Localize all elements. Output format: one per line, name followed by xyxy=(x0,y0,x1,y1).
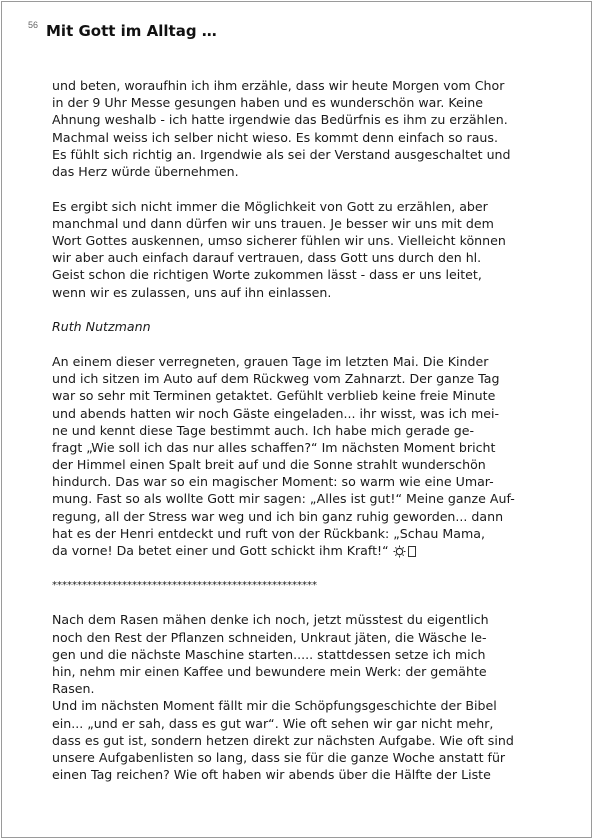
paragraph-gap xyxy=(52,335,552,353)
text-line: An einem dieser verregneten, grauen Tage im letzten Mai. Die Kinder xyxy=(52,353,489,369)
paragraph-gap xyxy=(52,594,552,612)
text-line: Rasen. xyxy=(52,681,95,697)
text-line: gen und die nächste Maschine starten..... stattdessen setze ich mich xyxy=(52,646,486,662)
separator-line: ***************************************************** xyxy=(52,579,317,591)
text-line: dass es gut ist, sondern hetzen direkt zur nächsten Aufgabe. Wie oft sind xyxy=(52,732,514,748)
paragraph-3 xyxy=(52,353,552,559)
text-line: und beten, woraufhin ich ihm erzähle, dass wir heute Morgen vom Chor xyxy=(52,78,505,93)
page-body xyxy=(52,77,552,783)
missing-glyph-box-icon xyxy=(408,546,416,557)
text-line: der Himmel einen Spalt breit auf und die Sonne strahlt wunderschön xyxy=(52,457,486,473)
text-line: hindurch. Das war so ein magischer Moment: so warm wie eine Umar- xyxy=(52,474,494,490)
paragraph-gap xyxy=(52,180,552,198)
text-line: noch den Rest der Pflanzen schneiden, Unkraut jäten, die Wäsche le- xyxy=(52,629,487,645)
text-line: mung. Fast so als wollte Gott mir sagen: „Alles ist gut!“ Meine ganze Auf- xyxy=(52,491,515,507)
text-line: Ahnung weshalb - ich hatte irgendwie das Bedürfnis es ihm zu erzählen. xyxy=(52,112,508,128)
text-line: das Herz würde übernehmen. xyxy=(52,163,239,179)
author-name: Ruth Nutzmann xyxy=(52,319,151,335)
text-line: hin, nehm mir einen Kaffee und bewundere mein Werk: der gemähte xyxy=(52,663,487,679)
paragraph-2 xyxy=(52,198,552,301)
text-line: Geist schon die richtigen Worte zukommen lässt - dass er uns leitet, xyxy=(52,267,482,283)
text-line: Und im nächsten Moment fällt mir die Schöpfungsgeschichte der Bibel xyxy=(52,698,497,714)
text-line: Nach dem Rasen mähen denke ich noch, jetzt müsstest du eigentlich xyxy=(52,612,489,628)
page-number: 56 xyxy=(28,20,39,30)
text-line: fragt „Wie soll ich das nur alles schaffen?“ Im nächsten Moment bricht xyxy=(52,439,496,455)
text-line: einen Tag reichen? Wie oft haben wir abends über die Hälfte der Liste xyxy=(52,767,491,783)
sun-icon xyxy=(393,545,406,558)
running-title: Mit Gott im Alltag … xyxy=(46,22,217,40)
text-line: Es ergibt sich nicht immer die Möglichkeit von Gott zu erzählen, aber xyxy=(52,198,488,214)
text-line-last xyxy=(52,542,552,559)
text-line: regung, all der Stress war weg und ich bin ganz ruhig geworden... dann xyxy=(52,508,504,524)
text-line: Machmal weiss ich selber nicht wieso. Es kommt denn einfach so raus. xyxy=(52,129,498,145)
text-line: wir aber auch einfach darauf vertrauen, dass Gott uns durch den hl. xyxy=(52,250,482,266)
paragraph-1 xyxy=(52,77,552,180)
text-line: wenn wir es zulassen, uns auf ihn einlassen. xyxy=(52,284,332,300)
text-line: und abends hatten wir noch Gäste eingeladen... ihr wisst, was ich mei- xyxy=(52,405,500,421)
text-line: manchmal und dann dürfen wir uns trauen. Je besser wir uns mit dem xyxy=(52,215,494,231)
text-line: hat es der Henri entdeckt und ruft von der Rückbank: „Schau Mama, xyxy=(52,525,485,541)
paragraph-5 xyxy=(52,697,552,783)
text-line: ne und kennt diese Tage bestimmt auch. Ich habe mich gerade ge- xyxy=(52,422,475,438)
text-fragment: da vorne! Da betet einer und Gott schickt ihm Kraft!“ xyxy=(52,543,389,558)
paragraph-gap xyxy=(52,559,552,577)
paragraph-gap xyxy=(52,301,552,319)
paragraph-4 xyxy=(52,611,552,697)
text-line: Es fühlt sich richtig an. Irgendwie als sei der Verstand ausgeschaltet und xyxy=(52,146,511,162)
text-line: in der 9 Uhr Messe gesungen haben und es wunderschön war. Keine xyxy=(52,95,483,111)
text-line: unsere Aufgabenlisten so lang, dass sie für die ganze Woche anstatt für xyxy=(52,749,506,765)
text-line: Wort Gottes auskennen, umso sicherer fühlen wir uns. Vielleicht können xyxy=(52,233,506,248)
text-line: war so sehr mit Terminen getaktet. Gefühlt verblieb keine freie Minute xyxy=(52,388,496,404)
text-line: und ich sitzen im Auto auf dem Rückweg vom Zahnarzt. Der ganze Tag xyxy=(52,371,500,387)
text-line: ein... „und er sah, dass es gut war“. Wie oft sehen wir gar nicht mehr, xyxy=(52,715,494,731)
